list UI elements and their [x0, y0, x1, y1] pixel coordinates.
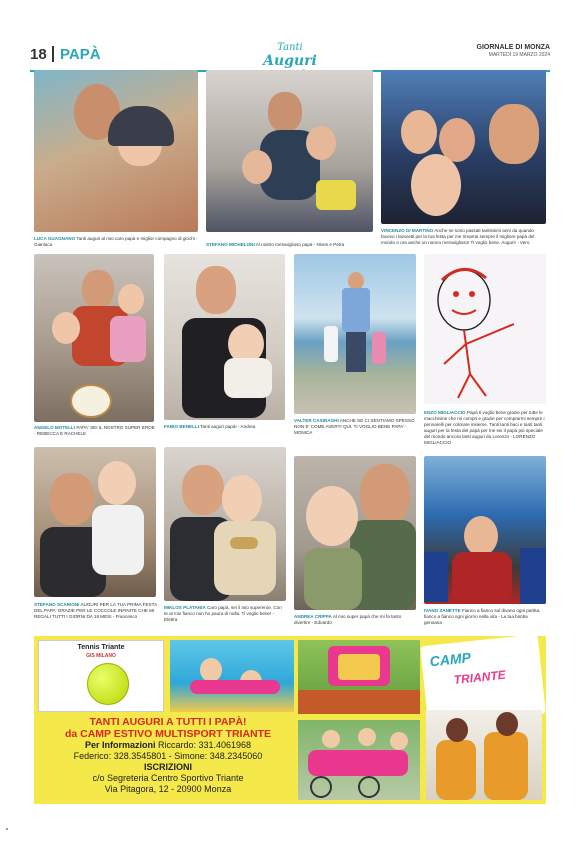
caption-name: LUCA GUAGNANO — [34, 236, 76, 241]
ad-headline-2: da CAMP ESTIVO MULTISPORT TRIANTE — [64, 728, 272, 740]
caption-9 — [164, 605, 286, 623]
camp-sign-word-2: TRIANTE — [453, 667, 507, 688]
caption-6 — [294, 418, 416, 436]
tennis-logo-subtitle: GIS MILANO — [86, 653, 116, 659]
caption-name: FABIO BENELLI — [164, 424, 199, 429]
caption-1 — [34, 236, 198, 248]
section-title: PAPÀ — [60, 46, 101, 63]
camp-advertisement — [34, 636, 546, 804]
caption-5 — [164, 424, 285, 430]
photo-5 — [164, 254, 285, 420]
caption-text: AUGURI PER LA TUA PRIMA FESTA DEL PAPA' GRAZIE PER LE COCCOLE INFINITE CHE MI REGALI TUTTI I GIORNI DA 18 MESI - Francesco — [34, 602, 157, 619]
caption-name: ANGELO MOTELLI — [34, 425, 76, 430]
photo-7-drawing — [424, 254, 546, 404]
ad-info-contact-2: Federico: 328.3545801 - Simone: 348.2345060 — [73, 751, 263, 761]
ad-text-block — [38, 716, 298, 795]
caption-name: IVANO ZANETTE — [424, 608, 461, 613]
photo-3 — [381, 70, 546, 224]
photo-10 — [294, 456, 416, 610]
logo-line-1: Tanti — [277, 42, 303, 53]
ad-info-contact-1: Riccardo: 331.4061968 — [157, 740, 252, 750]
caption-name: VINCENZO DI MARTINO — [381, 228, 434, 233]
caption-name: MIKLOS PLATANIA — [164, 605, 206, 610]
caption-4 — [34, 425, 156, 437]
tennis-logo-title: Tennis Triante — [77, 644, 125, 651]
ad-photo-inflatable — [298, 640, 420, 714]
tennis-triante-logo — [38, 640, 164, 712]
caption-name: STEFANO MICHELONI — [206, 242, 255, 247]
caption-text: Anche se sono passati tantissimi anni da quando facevo i lavoretti per la tua festa per me rimarrai sempre il migliore papà del mondo e ora anche un nonno meraviglioso! Ti voglio bene. Auguri! - Vero — [381, 228, 535, 245]
page-mark — [6, 828, 8, 830]
caption-8 — [34, 602, 158, 620]
caption-text: Al mio super papà che mi fa tanto divertire - Edoardo — [294, 614, 402, 625]
page-header — [30, 40, 550, 72]
logo-line-2: Auguri — [263, 53, 317, 69]
photo-4 — [34, 254, 154, 422]
header-divider — [52, 46, 54, 62]
caption-10 — [294, 614, 416, 626]
issue-date: MARTEDÌ 19 MARZO 2024 — [488, 52, 550, 58]
photo-2 — [206, 70, 373, 232]
ad-photo-bikes — [298, 720, 420, 800]
caption-name: ENZO MIGLIACCIO — [424, 410, 466, 415]
ad-info-heading: Per Informazioni — [84, 740, 156, 750]
caption-text: Tanti auguri papà! - Andrea — [200, 424, 256, 429]
ad-info-label — [38, 740, 298, 751]
caption-text: Papà ti voglio bene grazie per tutte le macchinine che mi compri e grazie per comprarmi sempre i pennarelli per colorare insieme. Tanti tanti baci e tanti tanti auguri per la festa del papà per me sei il papà più speciale del mondo ancora tanti auguri da Lorenzo - LORENZO MIGLIACCIO — [424, 410, 545, 445]
ad-photo-girls — [426, 710, 542, 800]
caption-7 — [424, 410, 546, 446]
caption-name: ANDREA CRIPPA — [294, 614, 332, 619]
tanti-auguri-papa-logo — [248, 42, 332, 68]
caption-text: ANCHE SE CI SENTIAMO SPESSO NON E' COME AVERTI QUI. TI VOGLIO BENE PAPA' - MONICA — [294, 418, 415, 435]
caption-text: Al nostro meraviglioso papà - Nives e Petra — [255, 242, 345, 247]
camp-sign-word-1: CAMP — [428, 649, 472, 670]
photo-6 — [294, 254, 416, 414]
photo-9 — [164, 447, 286, 601]
ad-address-1: c/o Segreteria Centro Sportivo Triante — [92, 773, 244, 783]
caption-11 — [424, 608, 546, 626]
caption-name: VALTER CASIRAGHI — [294, 418, 339, 423]
ad-address-2: Via Pitagora, 12 - 20900 Monza — [104, 784, 232, 794]
newspaper-masthead — [477, 44, 551, 58]
photo-11 — [424, 456, 546, 604]
ad-photo-pool — [170, 640, 294, 712]
caption-text: Caro papà, sei il mio supereroe. Con te al mio fianco non ho paura di nulla. Ti voglio bene! - Elettra — [164, 605, 282, 622]
child-drawing-illustration — [424, 254, 546, 404]
page-number: 18 — [30, 46, 47, 63]
newspaper-name: GIORNALE DI MONZA — [476, 44, 550, 51]
caption-text: Tanti auguri al mio caro papà e miglior compagno di giochi - Gianluca — [34, 236, 198, 247]
photo-1 — [34, 70, 198, 232]
photo-8 — [34, 447, 156, 597]
ad-headline-1: TANTI AUGURI A TUTTI I PAPÀ! — [89, 716, 247, 728]
caption-2 — [206, 242, 373, 248]
tennis-ball-icon — [87, 663, 129, 705]
ad-iscrizioni: ISCRIZIONI — [143, 762, 192, 772]
caption-text: PAPA' SEI IL NOSTRO SUPER EROE - REBECCA E RACHELE — [34, 425, 155, 436]
caption-text: Fianco a fianco sul divano ogni partita, fianco a fianco ogni giorno nella vita - La tua bimba genoana — [424, 608, 541, 625]
caption-3 — [381, 228, 546, 246]
caption-name: STEFANO SCARIONI — [34, 602, 80, 607]
